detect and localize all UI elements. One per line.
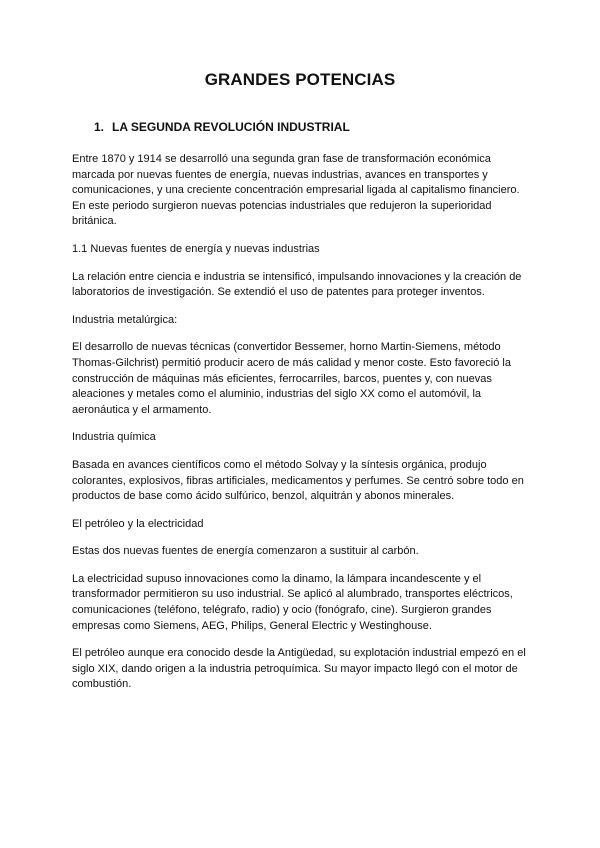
- subheading-1-1: 1.1 Nuevas fuentes de energía y nuevas industrias: [72, 242, 320, 255]
- section-title: LA SEGUNDA REVOLUCIÓN INDUSTRIAL: [112, 120, 350, 134]
- ciencia-paragraph: La relación entre ciencia e industria se intensificó, impulsando innovaciones y la creación de laboratorios de investigación. Se extendió el uso de patentes para proteger inventos.: [72, 270, 522, 299]
- intro-paragraph: Entre 1870 y 1914 se desarrolló una segunda gran fase de transformación económica marcada por nuevas fuentes de energía, nuevas industrias, avances en transportes y comunicaciones, y una creciente concentración empresarial ligada al capitalismo financiero. En este periodo surgieron nuevas potencias industriales que redujeron la superioridad británica.: [72, 153, 520, 228]
- energias-paragraph: Estas dos nuevas fuentes de energía comenzaron a sustituir al carbón.: [72, 545, 419, 558]
- quimica-paragraph: Basada en avances científicos como el método Solvay y la síntesis orgánica, produjo colorantes, explosivos, fibras artificiales, medicamentos y perfumes. Se centró sobre todo en productos de base como ácido sulfúrico, benzol, alquitrán y abonos minerales.: [72, 458, 524, 503]
- electricidad-paragraph: La electricidad supuso innovaciones como la dinamo, la lámpara incandescente y el transformador permitieron su uso industrial. Se aplicó al alumbrado, transportes eléctricos, comunicaciones (teléfono, telégrafo, radio) y ocio (fonógrafo, cine). Surgieron grandes empresas como Siemens, AEG, Philips, General Electric y Westinghouse.: [72, 572, 513, 632]
- section-heading: [94, 120, 528, 134]
- metalurgica-label: Industria metalúrgica:: [72, 313, 178, 326]
- petroleo-paragraph: El petróleo aunque era conocido desde la Antigüedad, su explotación industrial empezó en el siglo XIX, dando origen a la industria petroquímica. Su mayor impacto llegó con el motor de combustión.: [72, 647, 526, 691]
- page-title: GRANDES POTENCIAS: [204, 70, 396, 89]
- quimica-label: Industria química: [72, 431, 156, 444]
- petroleo-electricidad-label: El petróleo y la electricidad: [72, 517, 204, 530]
- metalurgica-paragraph: El desarrollo de nuevas técnicas (convertidor Bessemer, horno Martin-Siemens, método Thomas-Gilchrist) permitió producir acero de más calidad y menor coste. Esto favoreció la construcción de máquinas más eficientes, ferrocarriles, barcos, puentes y, con nuevas aleaciones y metales como el aluminio, industrias del siglo XX como el automóvil, la aeronáutica y el armamento.: [72, 341, 511, 416]
- section-number: 1.: [94, 120, 105, 134]
